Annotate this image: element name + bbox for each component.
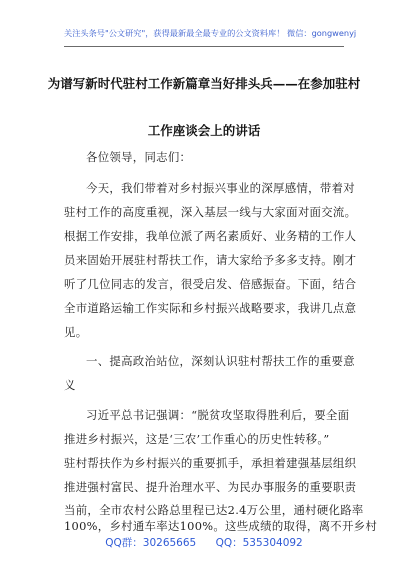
body-line: 当前，全市农村公路总里程已达2.4万公里，通村硬化路率 (64, 503, 364, 517)
section-heading: 一、提高政治站位，深刻认识驻村帮扶工作的重要意 (86, 354, 355, 368)
body-line: 推进强村富民、提升治理水平、为民办事服务的重要职责 (64, 480, 357, 494)
body-line: 今天，我们带着对乡村振兴事业的深厚感情，带着对 (86, 181, 355, 195)
body-line: 各位领导，同志们： (86, 150, 192, 164)
body-line: 根据工作安排，我单位派了两名素质好、业务精的工作人 (64, 229, 357, 243)
body-line: 驻村帮扶作为乡村振兴的重要抓手，承担着建强基层组织 (64, 456, 357, 470)
footer-contact (0, 535, 408, 550)
body-line: 推进乡村振兴，这是‘三农’工作重心的历史性转移。” (64, 432, 330, 446)
body-line: 100%，乡村通车率达100%。这些成绩的取得，离不开乡村 (64, 519, 378, 533)
header-notice: 关注头条号"公文研究"，获得最新最全最专业的公文资料库！ 微信：gongwenyj (64, 24, 344, 47)
footer-qq: QQ：535304092 (215, 537, 303, 549)
section-heading-continued: 义 (64, 378, 76, 392)
body-line: 员来固始开展驻村帮扶工作，请大家给予多多支持。刚才 (64, 253, 357, 267)
document-title-line-1: 为谱写新时代驻村工作新篇章当好排头兵——在参加驻村 (47, 76, 361, 91)
body-line: 听了几位同志的发言，很受启发、倍感振奋。下面，结合 (64, 277, 357, 291)
body-line: 驻村工作的高度重视，深入基层一线与大家面对面交流。 (64, 205, 357, 219)
footer-qq-group: QQ群：30265665 (105, 537, 197, 549)
body-line: 见。 (64, 325, 88, 339)
body-line: 习近平总书记强调：“脱贫攻坚取得胜利后，要全面 (86, 408, 350, 422)
body-line: 全市道路运输工作实际和乡村振兴战略要求，我讲几点意 (64, 301, 357, 315)
document-title-line-2: 工作座谈会上的讲话 (147, 123, 261, 138)
